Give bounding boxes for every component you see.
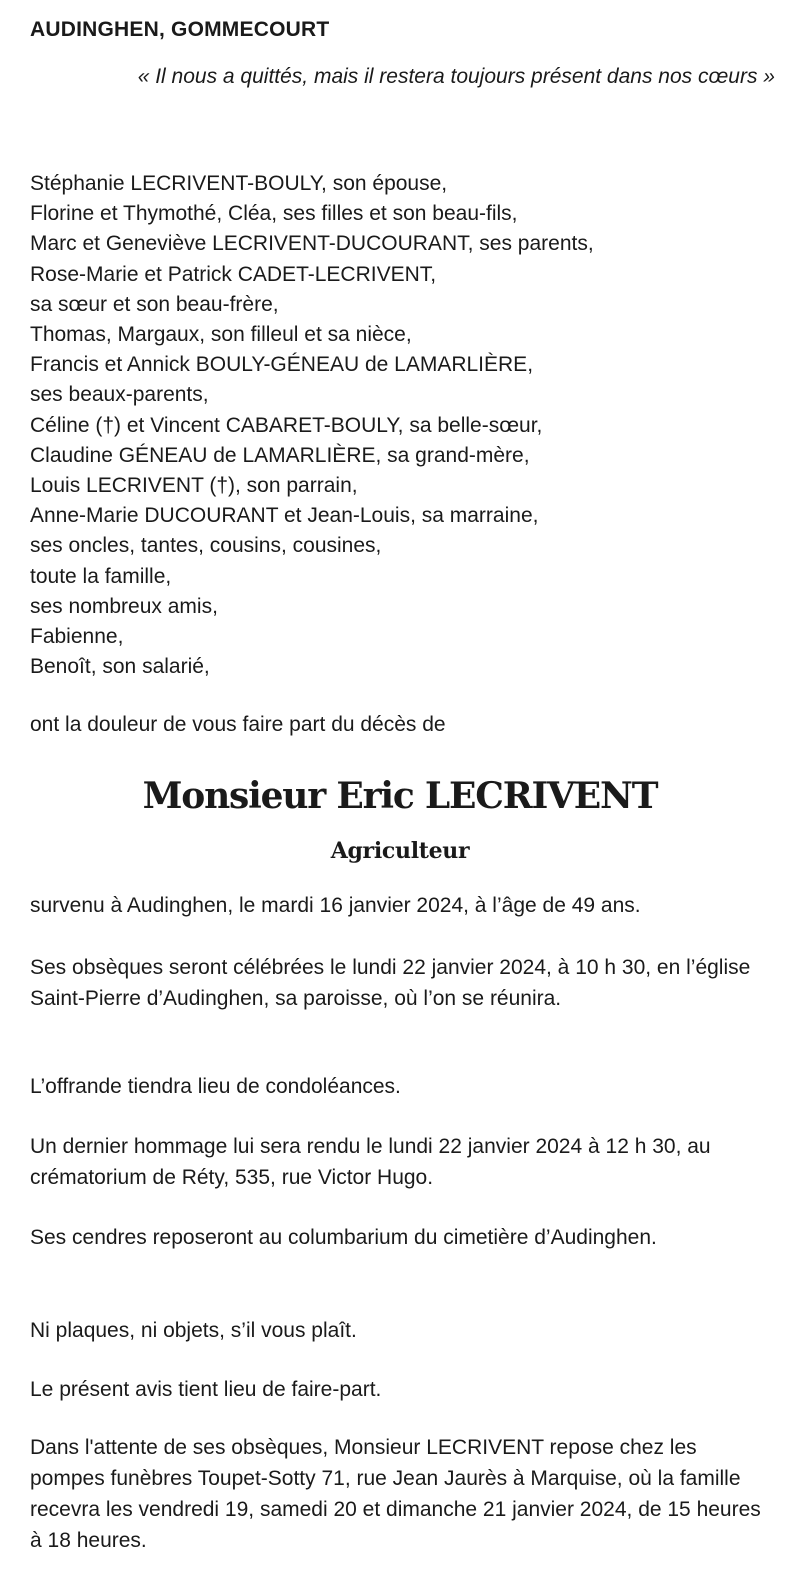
family-member: Florine et Thymothé, Cléa, ses filles et son beau-fils, bbox=[30, 202, 518, 226]
family-member: Céline (†) et Vincent CABARET-BOULY, sa belle-sœur, bbox=[30, 413, 543, 437]
family-member: Louis LECRIVENT (†), son parrain, bbox=[30, 474, 358, 498]
notice-paragraph: Le présent avis tient lieu de faire-part. bbox=[30, 1378, 382, 1401]
memorial-quote: « Il nous a quittés, mais il restera toujours présent dans nos cœurs » bbox=[137, 65, 775, 88]
visitation-paragraph: Dans l'attente de ses obsèques, Monsieur LECRIVENT repose chez les pompes funèbres Toupet-Sotty 71, rue Jean Jaurès à Marquise, où la famille recevra les vendredi 19, samedi 20 et dimanche 21 janvier 2024, de 15 heures à 18 heures. bbox=[30, 1436, 761, 1552]
family-member: Rose-Marie et Patrick CADET-LECRIVENT, bbox=[30, 262, 437, 286]
family-member: Francis et Annick BOULY-GÉNEAU de LAMARLIÈRE, bbox=[30, 353, 534, 377]
family-member: Marc et Geneviève LECRIVENT-DUCOURANT, ses parents, bbox=[30, 232, 594, 256]
family-member: Claudine GÉNEAU de LAMARLIÈRE, sa grand-mère, bbox=[30, 443, 530, 467]
location-header: AUDINGHEN, GOMMECOURT bbox=[30, 18, 330, 41]
tribute-paragraph: Un dernier hommage lui sera rendu le lundi 22 janvier 2024 à 12 h 30, au crématorium de Réty, 535, rue Victor Hugo. bbox=[30, 1135, 711, 1189]
family-member: ses beaux-parents, bbox=[30, 383, 209, 407]
deceased-profession: Agriculteur bbox=[330, 838, 470, 864]
death-paragraph: survenu à Audinghen, le mardi 16 janvier 2024, à l’âge de 49 ans. bbox=[30, 894, 641, 917]
funeral-paragraph: Ses obsèques seront célébrées le lundi 22 janvier 2024, à 10 h 30, en l’église Saint-Pierre d’Audinghen, sa paroisse, où l’on se réunira. bbox=[30, 956, 751, 1010]
family-member: Anne-Marie DUCOURANT et Jean-Louis, sa marraine, bbox=[30, 504, 539, 528]
family-member: Benoît, son salarié, bbox=[30, 655, 210, 679]
family-member: Stéphanie LECRIVENT-BOULY, son épouse, bbox=[30, 172, 448, 195]
obituary-notice bbox=[30, 0, 775, 1572]
family-member: sa sœur et son beau-frère, bbox=[30, 292, 279, 316]
family-member: ses nombreux amis, bbox=[30, 594, 218, 618]
deceased-name: Monsieur Eric LECRIVENT bbox=[142, 775, 658, 817]
family-member: toute la famille, bbox=[30, 564, 172, 588]
family-member: ses oncles, tantes, cousins, cousines, bbox=[30, 534, 382, 558]
ashes-paragraph: Ses cendres reposeront au columbarium du cimetière d’Audinghen. bbox=[30, 1226, 657, 1249]
family-member: Fabienne, bbox=[30, 625, 124, 649]
family-list bbox=[30, 169, 594, 682]
no-plaques-paragraph: Ni plaques, ni objets, s’il vous plaît. bbox=[30, 1319, 357, 1342]
family-member: Thomas, Margaux, son filleul et sa nièce, bbox=[30, 323, 412, 347]
announcement-text: ont la douleur de vous faire part du décès de bbox=[30, 713, 446, 736]
offering-paragraph: L’offrande tiendra lieu de condoléances. bbox=[30, 1075, 401, 1098]
